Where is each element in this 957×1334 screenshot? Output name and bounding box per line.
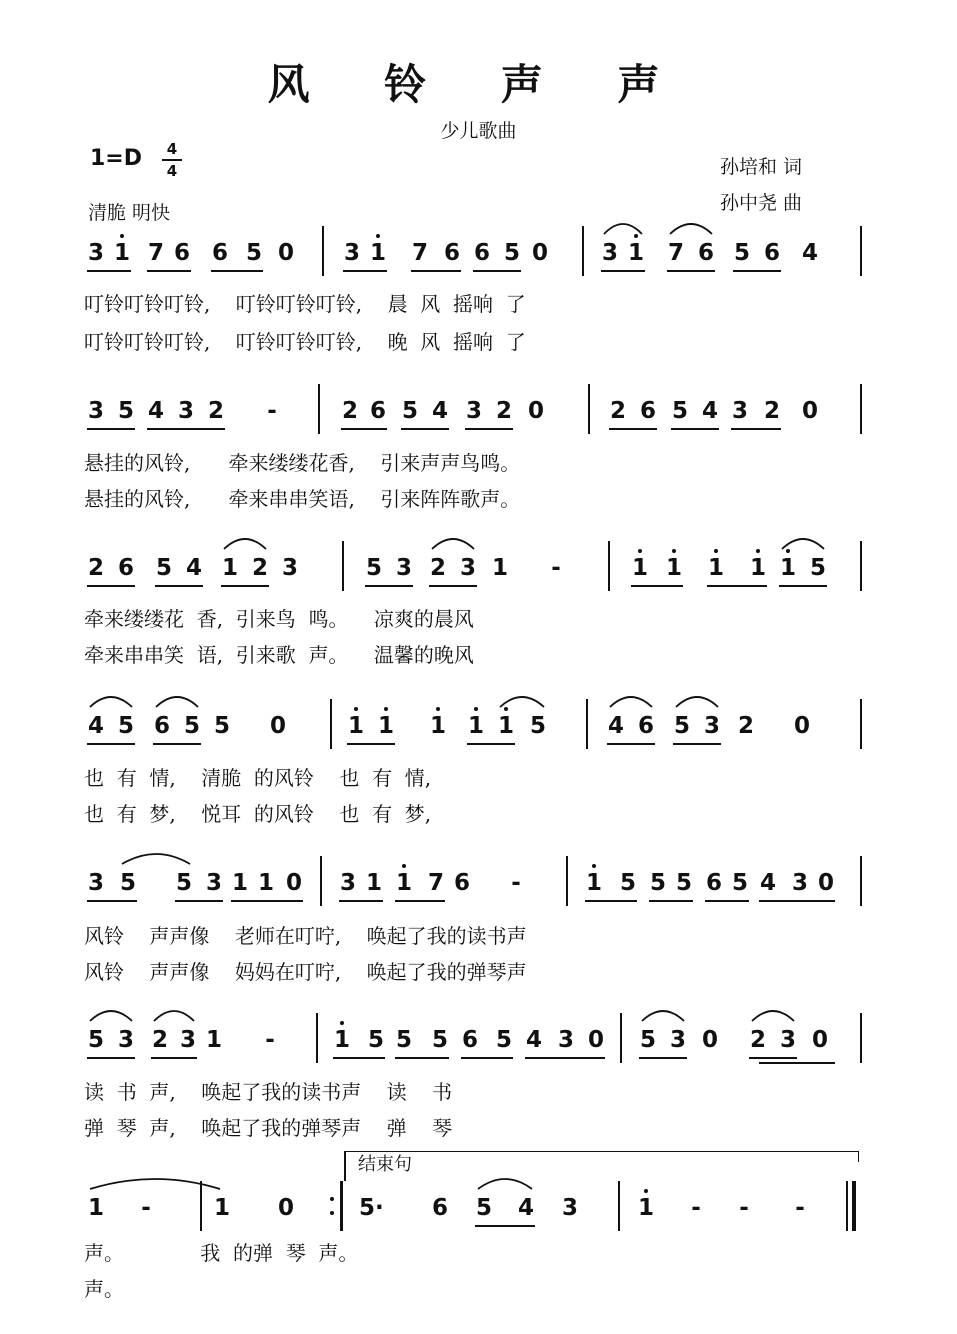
beam-underline xyxy=(759,900,835,902)
note: 2 xyxy=(737,713,754,739)
tempo-marking: 清脆 明快 xyxy=(88,202,171,224)
note: 1 xyxy=(365,870,382,896)
note: 0 xyxy=(277,1195,294,1221)
note: 2 xyxy=(429,555,446,581)
note: 7 xyxy=(147,240,164,266)
barline xyxy=(860,541,862,591)
slur xyxy=(88,1173,222,1191)
beam-underline xyxy=(705,900,749,902)
note: 2 xyxy=(749,1027,766,1053)
note: 5 xyxy=(119,870,136,896)
note: 1 xyxy=(749,555,766,581)
note: 5 xyxy=(809,555,826,581)
note: 3 xyxy=(561,1195,578,1221)
note: 2 xyxy=(151,1027,168,1053)
note: - xyxy=(795,1195,805,1221)
note: 5 xyxy=(503,240,520,266)
beam-underline xyxy=(153,743,201,745)
note: 5 xyxy=(731,870,748,896)
note: 5 xyxy=(431,1027,448,1053)
beam-underline xyxy=(631,585,683,587)
note: 3 xyxy=(557,1027,574,1053)
note: 4 xyxy=(701,398,718,424)
note: - xyxy=(511,870,521,896)
lyric-line-7-2: 声。 xyxy=(84,1277,124,1301)
barline xyxy=(860,384,862,434)
song-title: 风 铃 声 声 xyxy=(267,60,690,109)
note: 6 xyxy=(443,240,460,266)
note: 0 xyxy=(277,240,294,266)
beam-underline xyxy=(341,428,387,430)
note: 0 xyxy=(531,240,548,266)
note: 3 xyxy=(179,1027,196,1053)
note: 1 xyxy=(113,240,130,266)
beam-underline xyxy=(147,428,225,430)
note: 3 xyxy=(339,870,356,896)
note: 3 xyxy=(205,870,222,896)
note: 1 xyxy=(221,555,238,581)
slur xyxy=(674,691,720,709)
barline xyxy=(860,856,862,906)
ending-bracket-left xyxy=(344,1151,346,1181)
note: - xyxy=(265,1027,275,1053)
lyric-line-2-2: 悬挂的风铃, 牵来串串笑语, 引来阵阵歌声。 xyxy=(84,487,521,511)
lyric-line-6-1: 读 书 声, 唤起了我的读书声 读 书 xyxy=(84,1080,453,1104)
beam-underline xyxy=(673,743,721,745)
high-octave-dot xyxy=(644,1189,648,1193)
note: 1 xyxy=(347,713,364,739)
note: 5 xyxy=(673,713,690,739)
beam-underline xyxy=(429,585,477,587)
high-octave-dot xyxy=(592,864,596,868)
beam-underline xyxy=(601,270,645,272)
note: 5 xyxy=(733,240,750,266)
lyric-line-4-2: 也 有 梦, 悦耳 的风铃 也 有 梦, xyxy=(84,802,432,826)
note: 2 xyxy=(495,398,512,424)
slur xyxy=(750,1005,796,1023)
beam-underline xyxy=(87,270,131,272)
lyric-line-1-1: 叮铃叮铃叮铃, 叮铃叮铃叮铃, 晨 风 摇响 了 xyxy=(84,292,526,316)
beam-underline xyxy=(461,1057,513,1059)
barline xyxy=(342,541,344,591)
note: 7 xyxy=(411,240,428,266)
note: 6 xyxy=(153,713,170,739)
note: 6 xyxy=(639,398,656,424)
note: 7 xyxy=(667,240,684,266)
note: 2 xyxy=(251,555,268,581)
barline xyxy=(860,226,862,276)
note: 3 xyxy=(117,1027,134,1053)
note: 5 xyxy=(401,398,418,424)
beam-underline xyxy=(779,585,827,587)
lyric-line-2-1: 悬挂的风铃, 牵来缕缕花香, 引来声声鸟鸣。 xyxy=(84,451,521,475)
note: 0 xyxy=(811,1027,828,1053)
note: 4 xyxy=(185,555,202,581)
note: - xyxy=(691,1195,701,1221)
note: 5· xyxy=(359,1195,384,1221)
note: 1 xyxy=(585,870,602,896)
beam-underline xyxy=(607,743,655,745)
beam-underline xyxy=(231,900,303,902)
note: 0 xyxy=(817,870,834,896)
note: 6 xyxy=(211,240,228,266)
note: 2 xyxy=(207,398,224,424)
note: 3 xyxy=(87,240,104,266)
barline xyxy=(608,541,610,591)
high-octave-dot xyxy=(384,707,388,711)
beam-underline xyxy=(395,900,445,902)
note: - xyxy=(141,1195,151,1221)
barline xyxy=(316,1013,318,1063)
note: 6 xyxy=(461,1027,478,1053)
note: 5 xyxy=(671,398,688,424)
beam-underline xyxy=(467,743,515,745)
beam-underline xyxy=(365,585,413,587)
note: 1 xyxy=(627,240,644,266)
slur xyxy=(120,848,192,866)
beam-underline xyxy=(147,270,191,272)
beam-underline xyxy=(87,1057,135,1059)
note: 5 xyxy=(675,870,692,896)
note: - xyxy=(267,398,277,424)
slur xyxy=(476,1173,534,1191)
note: 1 xyxy=(707,555,724,581)
note: 3 xyxy=(395,555,412,581)
high-octave-dot xyxy=(638,549,642,553)
lyric-line-4-1: 也 有 情, 清脆 的风铃 也 有 情, xyxy=(84,766,432,790)
beam-underline xyxy=(411,270,461,272)
note: 3 xyxy=(669,1027,686,1053)
high-octave-dot xyxy=(340,1021,344,1025)
beam-underline xyxy=(473,270,521,272)
song-subtitle: 少儿歌曲 xyxy=(440,120,517,142)
high-octave-dot xyxy=(354,707,358,711)
barline xyxy=(330,699,332,749)
time-signature-bottom: 4 xyxy=(166,162,178,180)
note: 1 xyxy=(257,870,274,896)
note: 5 xyxy=(213,713,230,739)
key-signature: 1=D xyxy=(90,146,143,171)
beam-underline-double xyxy=(759,1062,835,1064)
note: 1 xyxy=(631,555,648,581)
note: 0 xyxy=(527,398,544,424)
beam-underline xyxy=(151,1057,197,1059)
note: 0 xyxy=(701,1027,718,1053)
barline xyxy=(618,1181,620,1231)
note: 5 xyxy=(175,870,192,896)
note: 5 xyxy=(529,713,546,739)
note: 1 xyxy=(665,555,682,581)
note: 2 xyxy=(609,398,626,424)
slur xyxy=(640,1005,686,1023)
note: 2 xyxy=(763,398,780,424)
beam-underline xyxy=(733,270,781,272)
composer-credit: 孙中尧 曲 xyxy=(720,192,803,214)
ending-bracket xyxy=(344,1151,859,1175)
note: 1 xyxy=(637,1195,654,1221)
high-octave-dot xyxy=(756,549,760,553)
note: 0 xyxy=(285,870,302,896)
note: 2 xyxy=(87,555,104,581)
note: 2 xyxy=(341,398,358,424)
beam-underline xyxy=(649,900,693,902)
beam-underline xyxy=(667,270,715,272)
note: 3 xyxy=(601,240,618,266)
barline xyxy=(586,699,588,749)
barline xyxy=(320,856,322,906)
note: 5 xyxy=(495,1027,512,1053)
beam-underline xyxy=(475,1225,535,1227)
note: 4 xyxy=(87,713,104,739)
note: 6 xyxy=(473,240,490,266)
note: 1 xyxy=(497,713,514,739)
final-barline xyxy=(852,1181,856,1231)
beam-underline xyxy=(639,1057,687,1059)
note: 6 xyxy=(697,240,714,266)
lyric-line-7-1: 声。 我 的弹 琴 声。 xyxy=(84,1241,359,1265)
time-signature-line xyxy=(162,159,182,161)
beam-underline xyxy=(87,428,135,430)
slur xyxy=(780,533,826,551)
slur xyxy=(668,218,714,236)
beam-underline xyxy=(609,428,657,430)
note: 1 xyxy=(377,713,394,739)
beam-underline xyxy=(175,900,223,902)
note: 5 xyxy=(649,870,666,896)
note: 5 xyxy=(639,1027,656,1053)
note: 4 xyxy=(607,713,624,739)
lyricist-credit: 孙培和 词 xyxy=(720,156,803,178)
note: 1 xyxy=(779,555,796,581)
beam-underline xyxy=(343,270,387,272)
barline xyxy=(582,226,584,276)
note: 1 xyxy=(333,1027,350,1053)
note: 3 xyxy=(731,398,748,424)
repeat-dot xyxy=(330,1211,334,1215)
note: 3 xyxy=(465,398,482,424)
note: 4 xyxy=(517,1195,534,1221)
lyric-line-5-1: 风铃 声声像 老师在叮咛, 唤起了我的读书声 xyxy=(84,924,527,948)
beam-underline xyxy=(347,743,395,745)
slur xyxy=(608,691,654,709)
note: 1 xyxy=(213,1195,230,1221)
beam-underline xyxy=(465,428,513,430)
barline xyxy=(860,699,862,749)
note: 3 xyxy=(281,555,298,581)
final-barline-thin xyxy=(846,1181,848,1231)
beam-underline xyxy=(333,1057,385,1059)
barline xyxy=(566,856,568,906)
note: 5 xyxy=(367,1027,384,1053)
note: 6 xyxy=(637,713,654,739)
beam-underline xyxy=(671,428,719,430)
repeat-dot xyxy=(330,1197,334,1201)
high-octave-dot xyxy=(714,549,718,553)
beam-underline xyxy=(707,585,767,587)
slur xyxy=(602,218,644,236)
beam-underline xyxy=(87,743,135,745)
note: 5 xyxy=(155,555,172,581)
slur xyxy=(222,533,268,551)
note: 3 xyxy=(343,240,360,266)
note: 6 xyxy=(453,870,470,896)
note: 5 xyxy=(117,713,134,739)
note: 5 xyxy=(395,1027,412,1053)
note: 6 xyxy=(117,555,134,581)
lyric-line-5-2: 风铃 声声像 妈妈在叮咛, 唤起了我的弹琴声 xyxy=(84,960,527,984)
note: 3 xyxy=(791,870,808,896)
lyric-line-3-1: 牵来缕缕花 香, 引来鸟 鸣。 凉爽的晨风 xyxy=(84,607,474,631)
note: 6 xyxy=(705,870,722,896)
note: 5 xyxy=(365,555,382,581)
note: 0 xyxy=(801,398,818,424)
high-octave-dot xyxy=(376,234,380,238)
slur xyxy=(430,533,476,551)
note: 1 xyxy=(87,1195,104,1221)
note: 6 xyxy=(431,1195,448,1221)
beam-underline xyxy=(155,585,203,587)
barline xyxy=(860,1013,862,1063)
high-octave-dot xyxy=(436,707,440,711)
note: 5 xyxy=(245,240,262,266)
lyric-line-3-2: 牵来串串笑 语, 引来歌 声。 温馨的晚风 xyxy=(84,643,474,667)
note: 3 xyxy=(87,398,104,424)
beam-underline xyxy=(87,900,137,902)
slur xyxy=(88,691,134,709)
note: 6 xyxy=(369,398,386,424)
repeat-barline xyxy=(340,1181,343,1231)
beam-underline xyxy=(87,585,135,587)
slur xyxy=(152,1005,196,1023)
note: 3 xyxy=(177,398,194,424)
note: 1 xyxy=(395,870,412,896)
barline xyxy=(322,226,324,276)
note: - xyxy=(551,555,561,581)
note: 5 xyxy=(87,1027,104,1053)
note: 1 xyxy=(467,713,484,739)
slur xyxy=(88,1005,134,1023)
beam-underline xyxy=(525,1057,605,1059)
barline xyxy=(588,384,590,434)
note: 1 xyxy=(429,713,446,739)
time-signature xyxy=(162,140,182,180)
ending-label: 结束句 xyxy=(358,1154,412,1175)
beam-underline xyxy=(339,900,383,902)
beam-underline xyxy=(731,428,781,430)
high-octave-dot xyxy=(402,864,406,868)
note: 1 xyxy=(205,1027,222,1053)
slur xyxy=(154,691,200,709)
barline xyxy=(318,384,320,434)
high-octave-dot xyxy=(474,707,478,711)
note: 0 xyxy=(587,1027,604,1053)
note: 3 xyxy=(459,555,476,581)
beam-underline xyxy=(585,900,637,902)
note: 5 xyxy=(117,398,134,424)
note: 5 xyxy=(619,870,636,896)
lyric-line-1-2: 叮铃叮铃叮铃, 叮铃叮铃叮铃, 晚 风 摇响 了 xyxy=(84,330,526,354)
note: - xyxy=(739,1195,749,1221)
time-signature-top: 4 xyxy=(166,140,178,158)
note: 1 xyxy=(491,555,508,581)
beam-underline xyxy=(211,270,263,272)
beam-underline xyxy=(749,1057,797,1059)
note: 7 xyxy=(427,870,444,896)
note: 5 xyxy=(183,713,200,739)
beam-underline xyxy=(401,428,449,430)
note: 0 xyxy=(269,713,286,739)
note: 3 xyxy=(779,1027,796,1053)
note: 3 xyxy=(87,870,104,896)
barline xyxy=(620,1013,622,1063)
lyric-line-6-2: 弹 琴 声, 唤起了我的弹琴声 弹 琴 xyxy=(84,1116,453,1140)
note: 4 xyxy=(525,1027,542,1053)
note: 6 xyxy=(173,240,190,266)
note: 0 xyxy=(793,713,810,739)
high-octave-dot xyxy=(120,234,124,238)
beam-underline xyxy=(221,585,269,587)
note: 4 xyxy=(801,240,818,266)
note: 5 xyxy=(475,1195,492,1221)
note: 3 xyxy=(703,713,720,739)
note: 1 xyxy=(369,240,386,266)
note: 4 xyxy=(147,398,164,424)
beam-underline xyxy=(395,1057,449,1059)
slur xyxy=(498,691,546,709)
note: 6 xyxy=(763,240,780,266)
note: 4 xyxy=(759,870,776,896)
note: 1 xyxy=(231,870,248,896)
note: 4 xyxy=(431,398,448,424)
high-octave-dot xyxy=(672,549,676,553)
